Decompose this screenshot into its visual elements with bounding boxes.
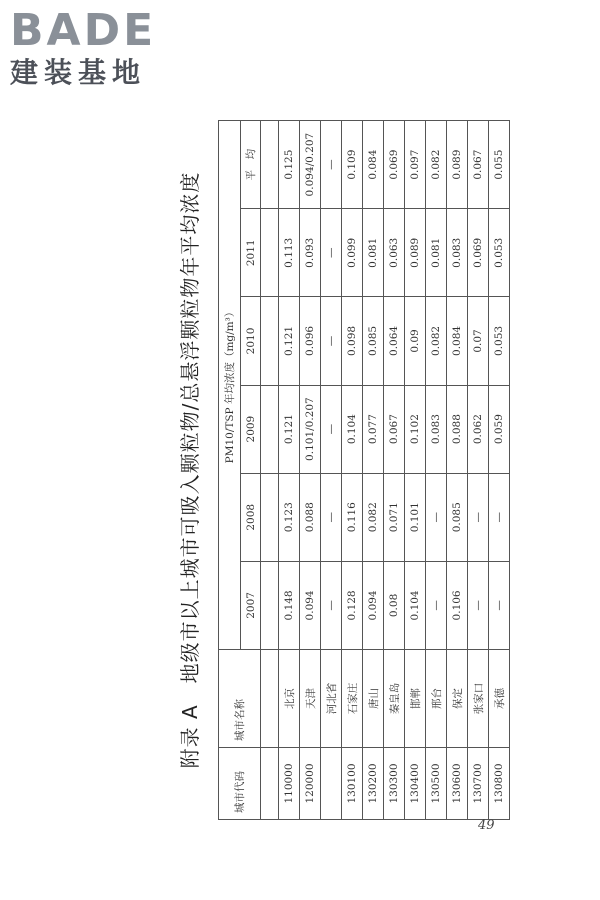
- value-cell: —: [426, 561, 447, 649]
- value-cell: 0.077: [363, 385, 384, 473]
- value-cell: 0.071: [384, 473, 405, 561]
- value-cell: 0.104: [405, 561, 426, 649]
- value-cell: 0.081: [426, 209, 447, 297]
- average-cell: —: [321, 121, 342, 209]
- value-cell: 0.053: [489, 209, 510, 297]
- average-cell: 0.094/0.207: [300, 121, 321, 209]
- page-number: 49: [478, 818, 495, 833]
- rotated-page-content: [170, 120, 510, 820]
- value-cell: 0.094: [363, 561, 384, 649]
- value-cell: —: [321, 297, 342, 385]
- city-name-cell: 天津: [300, 650, 321, 748]
- average-cell: 0.069: [384, 121, 405, 209]
- value-cell: 0.101/0.207: [300, 385, 321, 473]
- city-name-cell: 邢台: [426, 650, 447, 748]
- value-cell: 0.085: [447, 473, 468, 561]
- value-cell: 0.069: [468, 209, 489, 297]
- city-name-cell: [261, 650, 279, 748]
- table-row: [405, 121, 426, 820]
- value-cell: [261, 473, 279, 561]
- city-code-cell: 130300: [384, 748, 405, 820]
- value-cell: 0.148: [279, 561, 300, 649]
- average-cell: 0.084: [363, 121, 384, 209]
- city-code-cell: [321, 748, 342, 820]
- average-cell: 0.089: [447, 121, 468, 209]
- table-row: [489, 121, 510, 820]
- city-code-cell: [261, 748, 279, 820]
- city-name-cell: 石家庄: [342, 650, 363, 748]
- header-year: 2010: [241, 297, 261, 385]
- value-cell: 0.096: [300, 297, 321, 385]
- value-cell: 0.083: [426, 385, 447, 473]
- table-row: [363, 121, 384, 820]
- value-cell: 0.09: [405, 297, 426, 385]
- table-row: [384, 121, 405, 820]
- value-cell: 0.099: [342, 209, 363, 297]
- value-cell: —: [321, 561, 342, 649]
- value-cell: 0.116: [342, 473, 363, 561]
- value-cell: 0.128: [342, 561, 363, 649]
- concentration-table: [218, 120, 510, 820]
- average-cell: 0.109: [342, 121, 363, 209]
- value-cell: —: [468, 561, 489, 649]
- city-name-cell: 保定: [447, 650, 468, 748]
- appendix-title: 附录 A 地级市以上城市可吸入颗粒物/总悬浮颗粒物年平均浓度: [178, 171, 202, 769]
- value-cell: —: [321, 209, 342, 297]
- header-year: 2009: [241, 385, 261, 473]
- average-cell: 0.097: [405, 121, 426, 209]
- city-name-cell: 唐山: [363, 650, 384, 748]
- city-code-cell: 130500: [426, 748, 447, 820]
- value-cell: 0.121: [279, 297, 300, 385]
- value-cell: —: [426, 473, 447, 561]
- value-cell: —: [321, 385, 342, 473]
- average-cell: 0.082: [426, 121, 447, 209]
- table-row: [342, 121, 363, 820]
- header-row-group: [219, 121, 241, 820]
- value-cell: 0.064: [384, 297, 405, 385]
- city-name-cell: 秦皇岛: [384, 650, 405, 748]
- value-cell: 0.062: [468, 385, 489, 473]
- table-row: [426, 121, 447, 820]
- value-cell: —: [321, 473, 342, 561]
- value-cell: [261, 561, 279, 649]
- value-cell: 0.106: [447, 561, 468, 649]
- average-cell: 0.055: [489, 121, 510, 209]
- logo-wordmark: BADE: [10, 5, 157, 56]
- value-cell: 0.067: [384, 385, 405, 473]
- table-row: [321, 121, 342, 820]
- value-cell: 0.094: [300, 561, 321, 649]
- value-cell: [261, 297, 279, 385]
- table-body: [261, 121, 510, 820]
- header-year: 2007: [241, 561, 261, 649]
- table-row: [261, 121, 279, 820]
- brand-logo: [10, 6, 180, 90]
- header-year: 2011: [241, 209, 261, 297]
- city-name-cell: 邯郸: [405, 650, 426, 748]
- value-cell: 0.102: [405, 385, 426, 473]
- header-year: 2008: [241, 473, 261, 561]
- city-code-cell: 130400: [405, 748, 426, 820]
- value-cell: 0.053: [489, 297, 510, 385]
- header-average: 平 均: [241, 121, 261, 209]
- city-code-cell: 130200: [363, 748, 384, 820]
- value-cell: 0.121: [279, 385, 300, 473]
- header-city-code: 城市代码: [219, 748, 261, 820]
- value-cell: 0.059: [489, 385, 510, 473]
- value-cell: —: [489, 473, 510, 561]
- value-cell: 0.081: [363, 209, 384, 297]
- city-code-cell: 110000: [279, 748, 300, 820]
- value-cell: 0.085: [363, 297, 384, 385]
- city-name-cell: 河北省: [321, 650, 342, 748]
- city-name-cell: 承德: [489, 650, 510, 748]
- city-name-cell: 张家口: [468, 650, 489, 748]
- value-cell: —: [489, 561, 510, 649]
- header-city-name: 城市名称: [219, 650, 261, 748]
- value-cell: 0.088: [300, 473, 321, 561]
- logo-subtitle: 建装基地: [10, 56, 147, 89]
- value-cell: 0.082: [363, 473, 384, 561]
- average-cell: 0.067: [468, 121, 489, 209]
- average-cell: 0.125: [279, 121, 300, 209]
- value-cell: 0.08: [384, 561, 405, 649]
- value-cell: 0.123: [279, 473, 300, 561]
- value-cell: [261, 385, 279, 473]
- value-cell: 0.083: [447, 209, 468, 297]
- value-cell: 0.093: [300, 209, 321, 297]
- city-code-cell: 130800: [489, 748, 510, 820]
- header-pm10-group: PM10/TSP 年均浓度（mg/m³）: [219, 121, 241, 650]
- value-cell: 0.084: [447, 297, 468, 385]
- table-row: [300, 121, 321, 820]
- city-name-cell: 北京: [279, 650, 300, 748]
- table-row: [468, 121, 489, 820]
- average-cell: [261, 121, 279, 209]
- value-cell: 0.104: [342, 385, 363, 473]
- value-cell: 0.088: [447, 385, 468, 473]
- value-cell: [261, 209, 279, 297]
- city-code-cell: 130600: [447, 748, 468, 820]
- value-cell: 0.082: [426, 297, 447, 385]
- value-cell: —: [468, 473, 489, 561]
- value-cell: 0.101: [405, 473, 426, 561]
- value-cell: 0.113: [279, 209, 300, 297]
- value-cell: 0.098: [342, 297, 363, 385]
- value-cell: 0.07: [468, 297, 489, 385]
- city-code-cell: 130700: [468, 748, 489, 820]
- table-row: [447, 121, 468, 820]
- value-cell: 0.089: [405, 209, 426, 297]
- city-code-cell: 120000: [300, 748, 321, 820]
- table-row: [279, 121, 300, 820]
- value-cell: 0.063: [384, 209, 405, 297]
- city-code-cell: 130100: [342, 748, 363, 820]
